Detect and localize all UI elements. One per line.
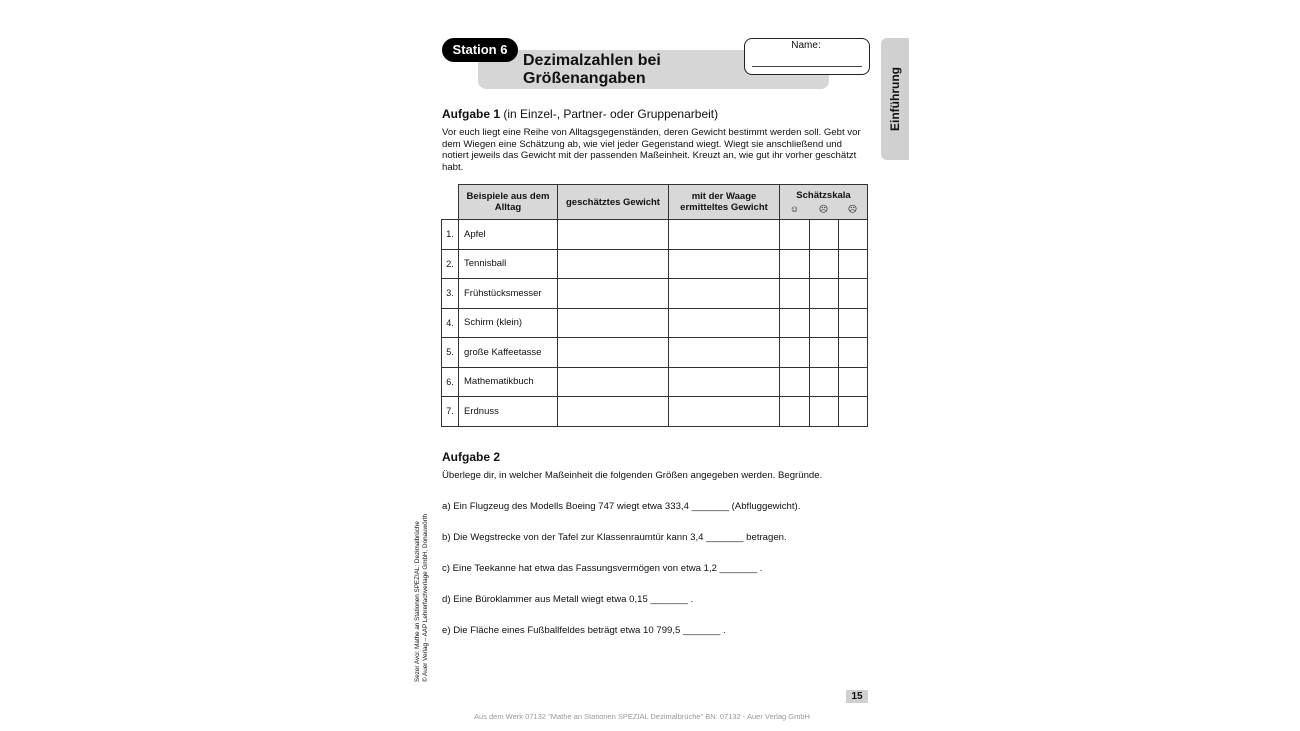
row-item: Frühstücksmesser — [459, 279, 558, 309]
estimated-cell[interactable] — [558, 367, 669, 397]
measured-cell[interactable] — [669, 220, 780, 250]
header-blank-cell — [442, 185, 459, 220]
side-tab-label: Einführung — [888, 67, 903, 131]
scale-cell-bad[interactable] — [839, 220, 868, 250]
title-line-1: Dezimalzahlen bei — [523, 52, 661, 69]
page-number: 15 — [846, 690, 868, 703]
weight-table — [441, 184, 868, 427]
scale-cell-good[interactable] — [780, 338, 810, 368]
measured-cell[interactable] — [669, 367, 780, 397]
scale-cell-good[interactable] — [780, 220, 810, 250]
page-title — [523, 52, 763, 88]
estimated-cell[interactable] — [558, 249, 669, 279]
estimated-cell[interactable] — [558, 338, 669, 368]
scale-cell-ok[interactable] — [810, 338, 839, 368]
header-scale — [780, 185, 868, 220]
credit-line-1: Sezer Avci: Mathe an Stationen SPEZIAL: Dezimalbrüche — [414, 521, 421, 682]
task2-instruction: Überlege dir, in welcher Maßeinheit die folgenden Größen angegeben werden. Begründe. — [442, 470, 823, 481]
happy-smiley-icon: ☺ — [789, 203, 800, 214]
smiley-row — [780, 204, 867, 215]
footer-source: Aus dem Werk 07132 "Mathe an Stationen SPEZIAL Dezimalbrüche" BN: 07132 - Auer Verlag GmbH — [474, 712, 810, 721]
task2-item-c: c) Eine Teekanne hat etwa das Fassungsvermögen von etwa 1,2 _______ . — [442, 563, 763, 574]
row-number: 2. — [442, 249, 459, 279]
scale-cell-good[interactable] — [780, 279, 810, 309]
row-item: große Kaffeetasse — [459, 338, 558, 368]
row-number: 5. — [442, 338, 459, 368]
task2-heading — [442, 450, 500, 464]
table-row — [442, 367, 868, 397]
copyright-credit — [414, 500, 434, 682]
task1-label: Aufgabe 1 — [442, 107, 501, 121]
task1-intro: Vor euch liegt eine Reihe von Alltagsgegenständen, deren Gewicht bestimmt werden soll. Gebt vor dem Wiegen eine Schätzung ab, wie viel jeder Gegenstand wiegt. Wiegt sie anschließend und notiert jeweils das Gewicht mit der passenden Maßeinheit. Kreuzt an, wie gut ihr vorher geschätzt habt. — [442, 127, 861, 173]
title-line-2: Größenangaben — [523, 70, 646, 87]
table-row — [442, 308, 868, 338]
task2-label: Aufgabe 2 — [442, 450, 501, 464]
row-item: Mathematikbuch — [459, 367, 558, 397]
side-tab-label-wrap — [882, 38, 908, 160]
scale-cell-bad[interactable] — [839, 249, 868, 279]
estimated-cell[interactable] — [558, 308, 669, 338]
table-row — [442, 338, 868, 368]
row-item: Tennisball — [459, 249, 558, 279]
header-estimated: geschätztes Gewicht — [558, 185, 669, 220]
table-row — [442, 220, 868, 250]
sad-smiley-icon: ☹ — [847, 203, 858, 214]
task1-subtitle: (in Einzel-, Partner- oder Gruppenarbeit) — [503, 107, 719, 121]
scale-cell-bad[interactable] — [839, 367, 868, 397]
scale-cell-ok[interactable] — [810, 220, 839, 250]
scale-label: Schätzskala — [796, 189, 851, 201]
task1-heading — [442, 107, 718, 121]
table-row — [442, 249, 868, 279]
scale-cell-good[interactable] — [780, 249, 810, 279]
scale-cell-bad[interactable] — [839, 308, 868, 338]
task2-item-d: d) Eine Büroklammer aus Metall wiegt etwa 0,15 _______ . — [442, 594, 694, 605]
row-item: Erdnuss — [459, 397, 558, 427]
neutral-smiley-icon: ☹ — [818, 203, 829, 214]
table-row — [442, 397, 868, 427]
scale-cell-bad[interactable] — [839, 279, 868, 309]
scale-cell-ok[interactable] — [810, 308, 839, 338]
scale-cell-bad[interactable] — [839, 338, 868, 368]
scale-cell-ok[interactable] — [810, 367, 839, 397]
row-number: 4. — [442, 308, 459, 338]
row-number: 3. — [442, 279, 459, 309]
scale-cell-good[interactable] — [780, 397, 810, 427]
table-header-row — [442, 185, 868, 220]
name-label: Name: — [791, 40, 821, 51]
measured-cell[interactable] — [669, 308, 780, 338]
row-number: 1. — [442, 220, 459, 250]
scale-cell-bad[interactable] — [839, 397, 868, 427]
credit-line-2: © Auer Verlag – AAP Lehrerfachverlage GmbH, Donauwörth — [421, 514, 429, 682]
row-number: 6. — [442, 367, 459, 397]
row-item: Schirm (klein) — [459, 308, 558, 338]
measured-cell[interactable] — [669, 249, 780, 279]
task2-item-a: a) Ein Flugzeug des Modells Boeing 747 wiegt etwa 333,4 _______ (Abfluggewicht). — [442, 501, 801, 512]
estimated-cell[interactable] — [558, 279, 669, 309]
table-row — [442, 279, 868, 309]
estimated-cell[interactable] — [558, 397, 669, 427]
scale-cell-ok[interactable] — [810, 397, 839, 427]
measured-cell[interactable] — [669, 397, 780, 427]
measured-cell[interactable] — [669, 279, 780, 309]
task2-item-e: e) Die Fläche eines Fußballfeldes beträgt etwa 10 799,5 _______ . — [442, 625, 726, 636]
measured-cell[interactable] — [669, 338, 780, 368]
header-examples: Beispiele aus dem Alltag — [459, 185, 558, 220]
task2-item-b: b) Die Wegstrecke von der Tafel zur Klassenraumtür kann 3,4 _______ betragen. — [442, 532, 787, 543]
scale-cell-good[interactable] — [780, 367, 810, 397]
scale-cell-good[interactable] — [780, 308, 810, 338]
scale-cell-ok[interactable] — [810, 249, 839, 279]
estimated-cell[interactable] — [558, 220, 669, 250]
row-number: 7. — [442, 397, 459, 427]
name-write-line — [752, 66, 862, 67]
copyright-text — [414, 492, 429, 682]
station-badge: Station 6 — [442, 38, 518, 62]
header-measured: mit der Waage ermitteltes Gewicht — [669, 185, 780, 220]
scale-cell-ok[interactable] — [810, 279, 839, 309]
row-item: Apfel — [459, 220, 558, 250]
